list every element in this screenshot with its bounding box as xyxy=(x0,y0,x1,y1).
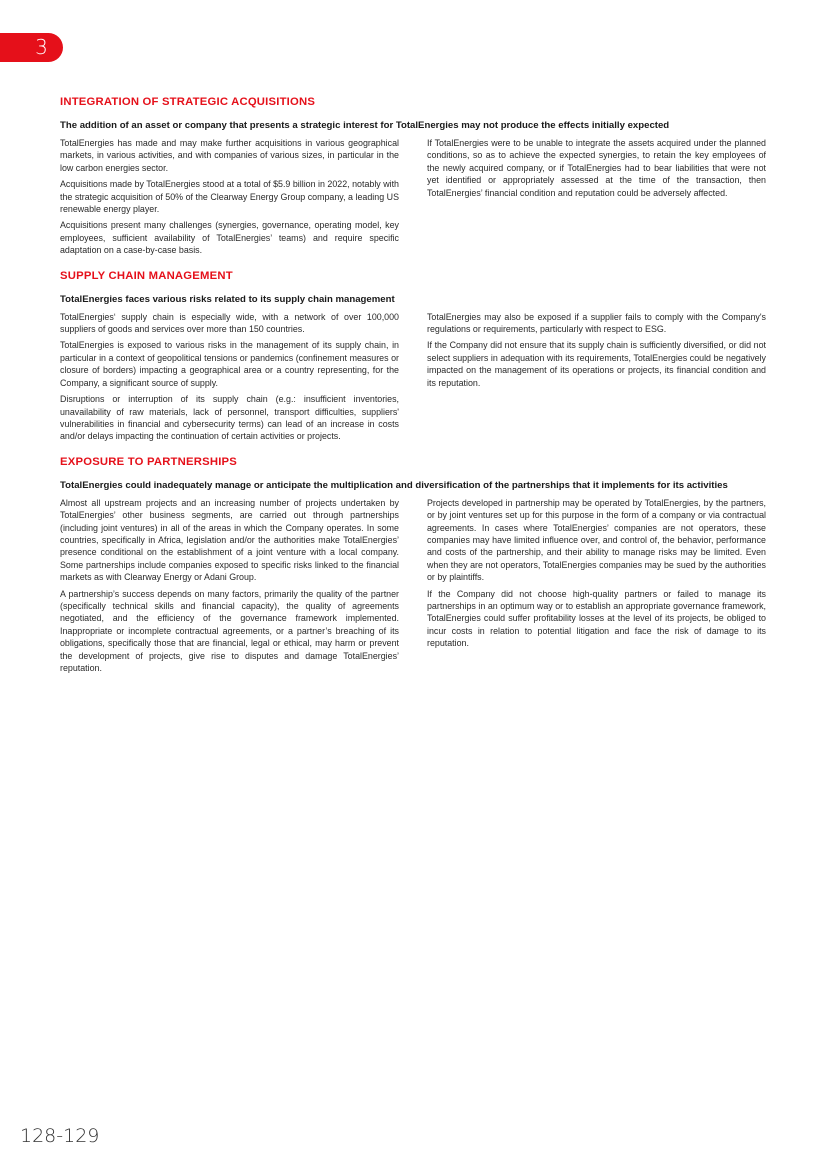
two-column-body xyxy=(60,311,766,447)
paragraph: Acquisitions made by TotalEnergies stood at a total of $5.9 billion in 2022, notably with the strategic acquisition of 50% of the Clearway Energy Group company, a leading US renewable energy player. xyxy=(60,179,399,215)
paragraph: Almost all upstream projects and an increasing number of projects undertaken by TotalEnergies’ other business segments, are carried out through partnerships (including joint ventures) in all of the areas in which the Company operates. In some countries, specifically in Africa, legislation and/or the authorities make TotalEnergies’ presence conditional on the establishment of a joint venture with a local company. Some partnerships include companies exposed to specific risks linked to the financial markets as with Clearway Energy or Adani Group. xyxy=(60,497,399,583)
left-column xyxy=(60,497,399,679)
right-column xyxy=(427,311,766,447)
section-title: INTEGRATION OF STRATEGIC ACQUISITIONS xyxy=(60,96,316,108)
paragraph: TotalEnergies may also be exposed if a supplier fails to comply with the Company's regulations or requirements, particularly with respect to ESG. xyxy=(427,311,766,335)
page-content xyxy=(60,96,766,687)
left-column xyxy=(60,137,399,261)
section-supply-chain xyxy=(60,270,766,447)
paragraph: TotalEnergies is exposed to various risks in the management of its supply chain, in particular in a context of geopolitical tensions or pandemics (confinement measures or closure of borders) impacting a geographical area or a country representing, for the Company, a significant source of supply. xyxy=(60,340,399,388)
two-column-body xyxy=(60,137,766,261)
paragraph: Disruptions or interruption of its supply chain (e.g.: insufficient inventories, unavailability of raw materials, lack of personnel, transport difficulties, suppliers' vulnerabilities in financial and cybersecurity terms) can lead of an increase in costs and/or delays impacting the continuation of certain activities or projects. xyxy=(60,394,399,442)
right-column xyxy=(427,137,766,261)
risk-subtitle: The addition of an asset or company that presents a strategic interest for TotalEnergies may not produce the effects initially expected xyxy=(60,120,670,131)
paragraph: If the Company did not ensure that its supply chain is sufficiently diversified, or did not select suppliers in adequation with its requirements, TotalEnergies could be negatively impacted on the management of its operations or projects, its financial condition and its reputation. xyxy=(427,340,766,388)
risk-subtitle: TotalEnergies could inadequately manage or anticipate the multiplication and diversification of the partnerships that it implements for its activities xyxy=(60,479,728,491)
paragraph: If the Company did not choose high-quality partners or failed to manage its partnerships in an optimum way or to establish an appropriate governance framework, TotalEnergies could suffer profitability losses at the level of its projects, be obliged to incur costs in relation to potential litigation and face the risk of damage to its reputation. xyxy=(427,588,766,649)
paragraph: Acquisitions present many challenges (synergies, governance, operating model, key employees, sufficient availability of TotalEnergies’ teams) and require specific adaptation on a case-by-case basis. xyxy=(60,220,399,256)
paragraph: A partnership’s success depends on many factors, primarily the quality of the partner (specifically technical skills and financial capacity), the quality of agreements negotiated, and the efficiency of the governance framework implemented. Inappropriate or incomplete contractual agreements, or a partner’s breaching of its obligations, specifically those that are financial, legal or ethical, may harm or prevent the development of projects, give rise to disputes and damage TotalEnergies’ reputation. xyxy=(60,588,399,673)
left-column xyxy=(60,311,399,447)
chapter-tab: 3 xyxy=(0,33,63,62)
paragraph: TotalEnergies‘ supply chain is especially wide, with a network of over 100,000 suppliers of goods and services over more than 150 countries. xyxy=(60,311,399,335)
section-title: EXPOSURE TO PARTNERSHIPS xyxy=(60,455,238,468)
two-column-body xyxy=(60,497,766,679)
paragraph: TotalEnergies has made and may make further acquisitions in various geographical markets, in various activities, and with companies of various sizes, in particular in the low carbon energies sector. xyxy=(60,138,399,173)
section-strategic-acquisitions xyxy=(60,96,766,261)
paragraph: Projects developed in partnership may be operated by TotalEnergies, by the partners, or by joint ventures set up for this purpose in the form of a company or via contractual agreements. In cases where TotalEnergies’ companies are not operators, these companies may have limited influence over, and control of, the behavior, performance and costs of the partnership, and their ability to manage risks may be limited. Even when they are not operators, TotalEnergies companies may be sued by the authorities or by plaintiffs. xyxy=(427,497,766,583)
section-partnerships xyxy=(60,456,766,679)
right-column xyxy=(427,497,766,679)
paragraph: If TotalEnergies were to be unable to integrate the assets acquired under the planned conditions, so as to achieve the expected synergies, to retain the key employees of the newly acquired company, or if TotalEnergies had to bear liabilities that were not yet identified or appropriately assessed at the time of the transaction, then TotalEnergies’ financial condition and reputation could be adversely affected. xyxy=(427,138,766,198)
page-number: 128-129 xyxy=(20,1125,100,1147)
section-title: SUPPLY CHAIN MANAGEMENT xyxy=(60,269,233,282)
risk-subtitle: TotalEnergies faces various risks related to its supply chain management xyxy=(60,293,395,305)
